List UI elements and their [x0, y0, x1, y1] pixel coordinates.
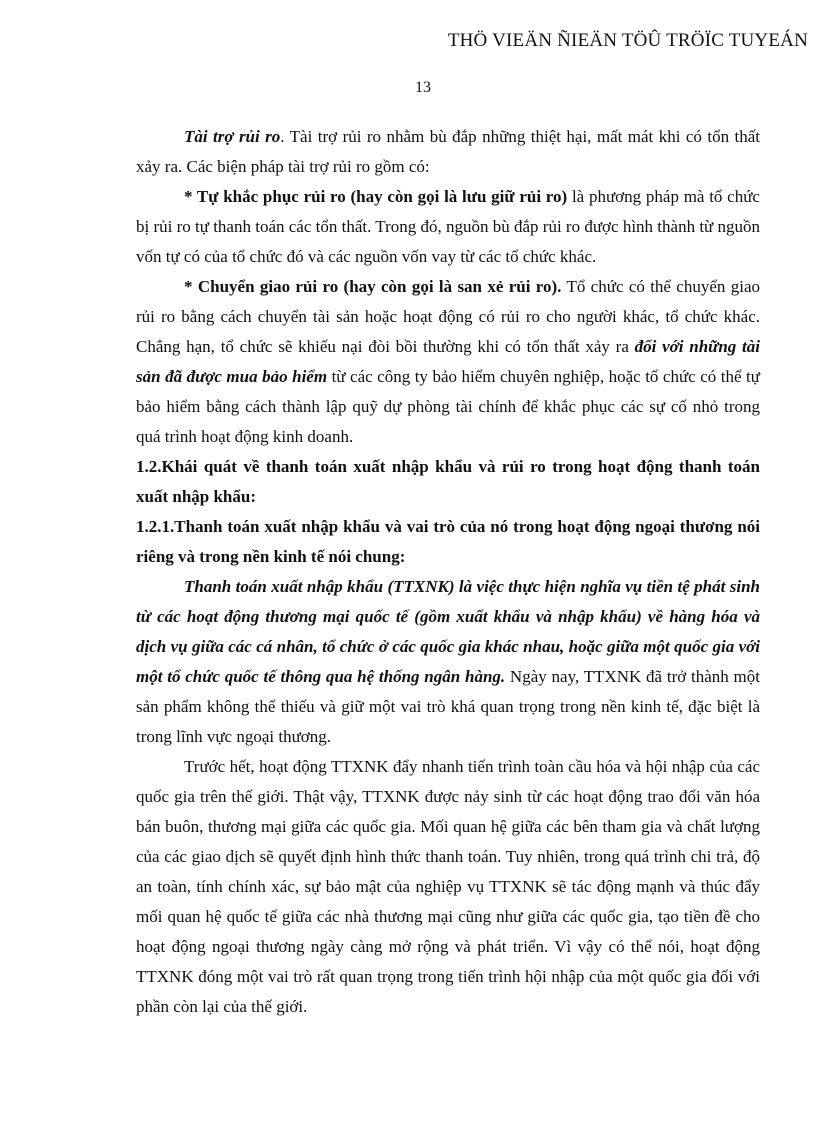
paragraph-risk-financing [136, 122, 760, 182]
document-body [136, 122, 760, 1022]
term-risk-financing: Tài trợ rủi ro [184, 127, 281, 146]
definition-ttxnk: Thanh toán xuất nhập khẩu (TTXNK) là việc thực hiện nghĩa vụ tiền tệ phát sinh từ các hoạt động thương mại quốc tế (gồm xuất khẩu và nhập khẩu) về hàng hóa và dịch vụ giữa các cá nhân, tổ chức ở các quốc gia khác nhau, hoặc giữa một quốc gia với một tổ chức quốc tế thông qua hệ thống ngân hàng. [136, 577, 760, 686]
paragraph-self-retention [136, 182, 760, 272]
section-heading-1-2: 1.2.Khái quát về thanh toán xuất nhập khẩu và rủi ro trong hoạt động thanh toán xuất nhập khẩu: [136, 457, 760, 506]
emphasis-insured-assets: đối với những tài sản đã được mua bảo hiểm [136, 337, 761, 386]
paragraph-ttxnk-role: Trước hết, hoạt động TTXNK đẩy nhanh tiến trình toàn cầu hóa và hội nhập của các quốc gia trên thế giới. Thật vậy, TTXNK được nảy sinh từ các hoạt động trao đổi văn hóa bán buôn, thương mại giữa các quốc gia. Mối quan hệ giữa các bên tham gia và chất lượng của các giao dịch sẽ quyết định hình thức thanh toán. Tuy nhiên, trong quá trình chi trả, độ an toàn, tính chính xác, sự bảo mật của nghiệp vụ TTXNK sẽ tác động mạnh và thúc đẩy mối quan hệ quốc tế giữa các nhà thương mại cũng như giữa các quốc gia, tạo tiền đề cho hoạt động ngoại thương ngày càng mở rộng và phát triển. Vì vậy có thể nói, hoạt động TTXNK đóng một vai trò rất quan trọng trong tiến trình hội nhập của một quốc gia đối với phần còn lại của thế giới. [136, 757, 760, 1016]
section-heading-1-2-1: 1.2.1.Thanh toán xuất nhập khẩu và vai trò của nó trong hoạt động ngoại thương nói riêng và trong nền kinh tế nói chung: [136, 517, 760, 566]
library-watermark: THÖ VIEÄN ÑIEÄN TÖÛ TRÖÏC TUYEÁN [447, 30, 808, 51]
paragraph-text: . Tài trợ rủi ro nhằm bù đắp những thiệt hại, mất mát khi có tổn thất xảy ra. Các biện pháp tài trợ rủi ro gồm có: [136, 127, 761, 176]
paragraph-text: từ các công ty bảo hiểm chuyên nghiệp, hoặc tổ chức có thể tự bảo hiểm bằng cách thành lập quỹ dự phòng tài chính để khắc phục các sự cố nhỏ trong quá trình hoạt động kinh doanh. [136, 367, 760, 446]
term-risk-transfer: * Chuyển giao rủi ro (hay còn gọi là san xẻ rủi ro). [184, 277, 562, 296]
paragraph-ttxnk-definition [136, 572, 760, 752]
paragraph-text: Tổ chức có thể chuyển giao rủi ro bằng cách chuyển tài sản hoặc hoạt động có rủi ro cho người khác, tổ chức khác. Chẳng hạn, tổ chức sẽ khiếu nại đòi bồi thường khi có tổn thất xảy ra [136, 277, 760, 356]
paragraph-text: Ngày nay, TTXNK đã trở thành một sản phẩm không thể thiếu và giữ một vai trò khá quan trọng trong nền kinh tế, đặc biệt là trong lĩnh vực ngoại thương. [136, 667, 760, 746]
paragraph-text: là phương pháp mà tổ chức bị rủi ro tự thanh toán các tổn thất. Trong đó, nguồn bù đắp rủi ro được hình thành từ nguồn vốn tự có của tổ chức đó và các nguồn vốn vay từ các tổ chức khác. [136, 187, 761, 266]
term-self-retention: * Tự khắc phục rủi ro (hay còn gọi là lưu giữ rủi ro) [184, 187, 568, 206]
paragraph-risk-transfer [136, 272, 760, 452]
page-number: 13 [415, 79, 431, 96]
